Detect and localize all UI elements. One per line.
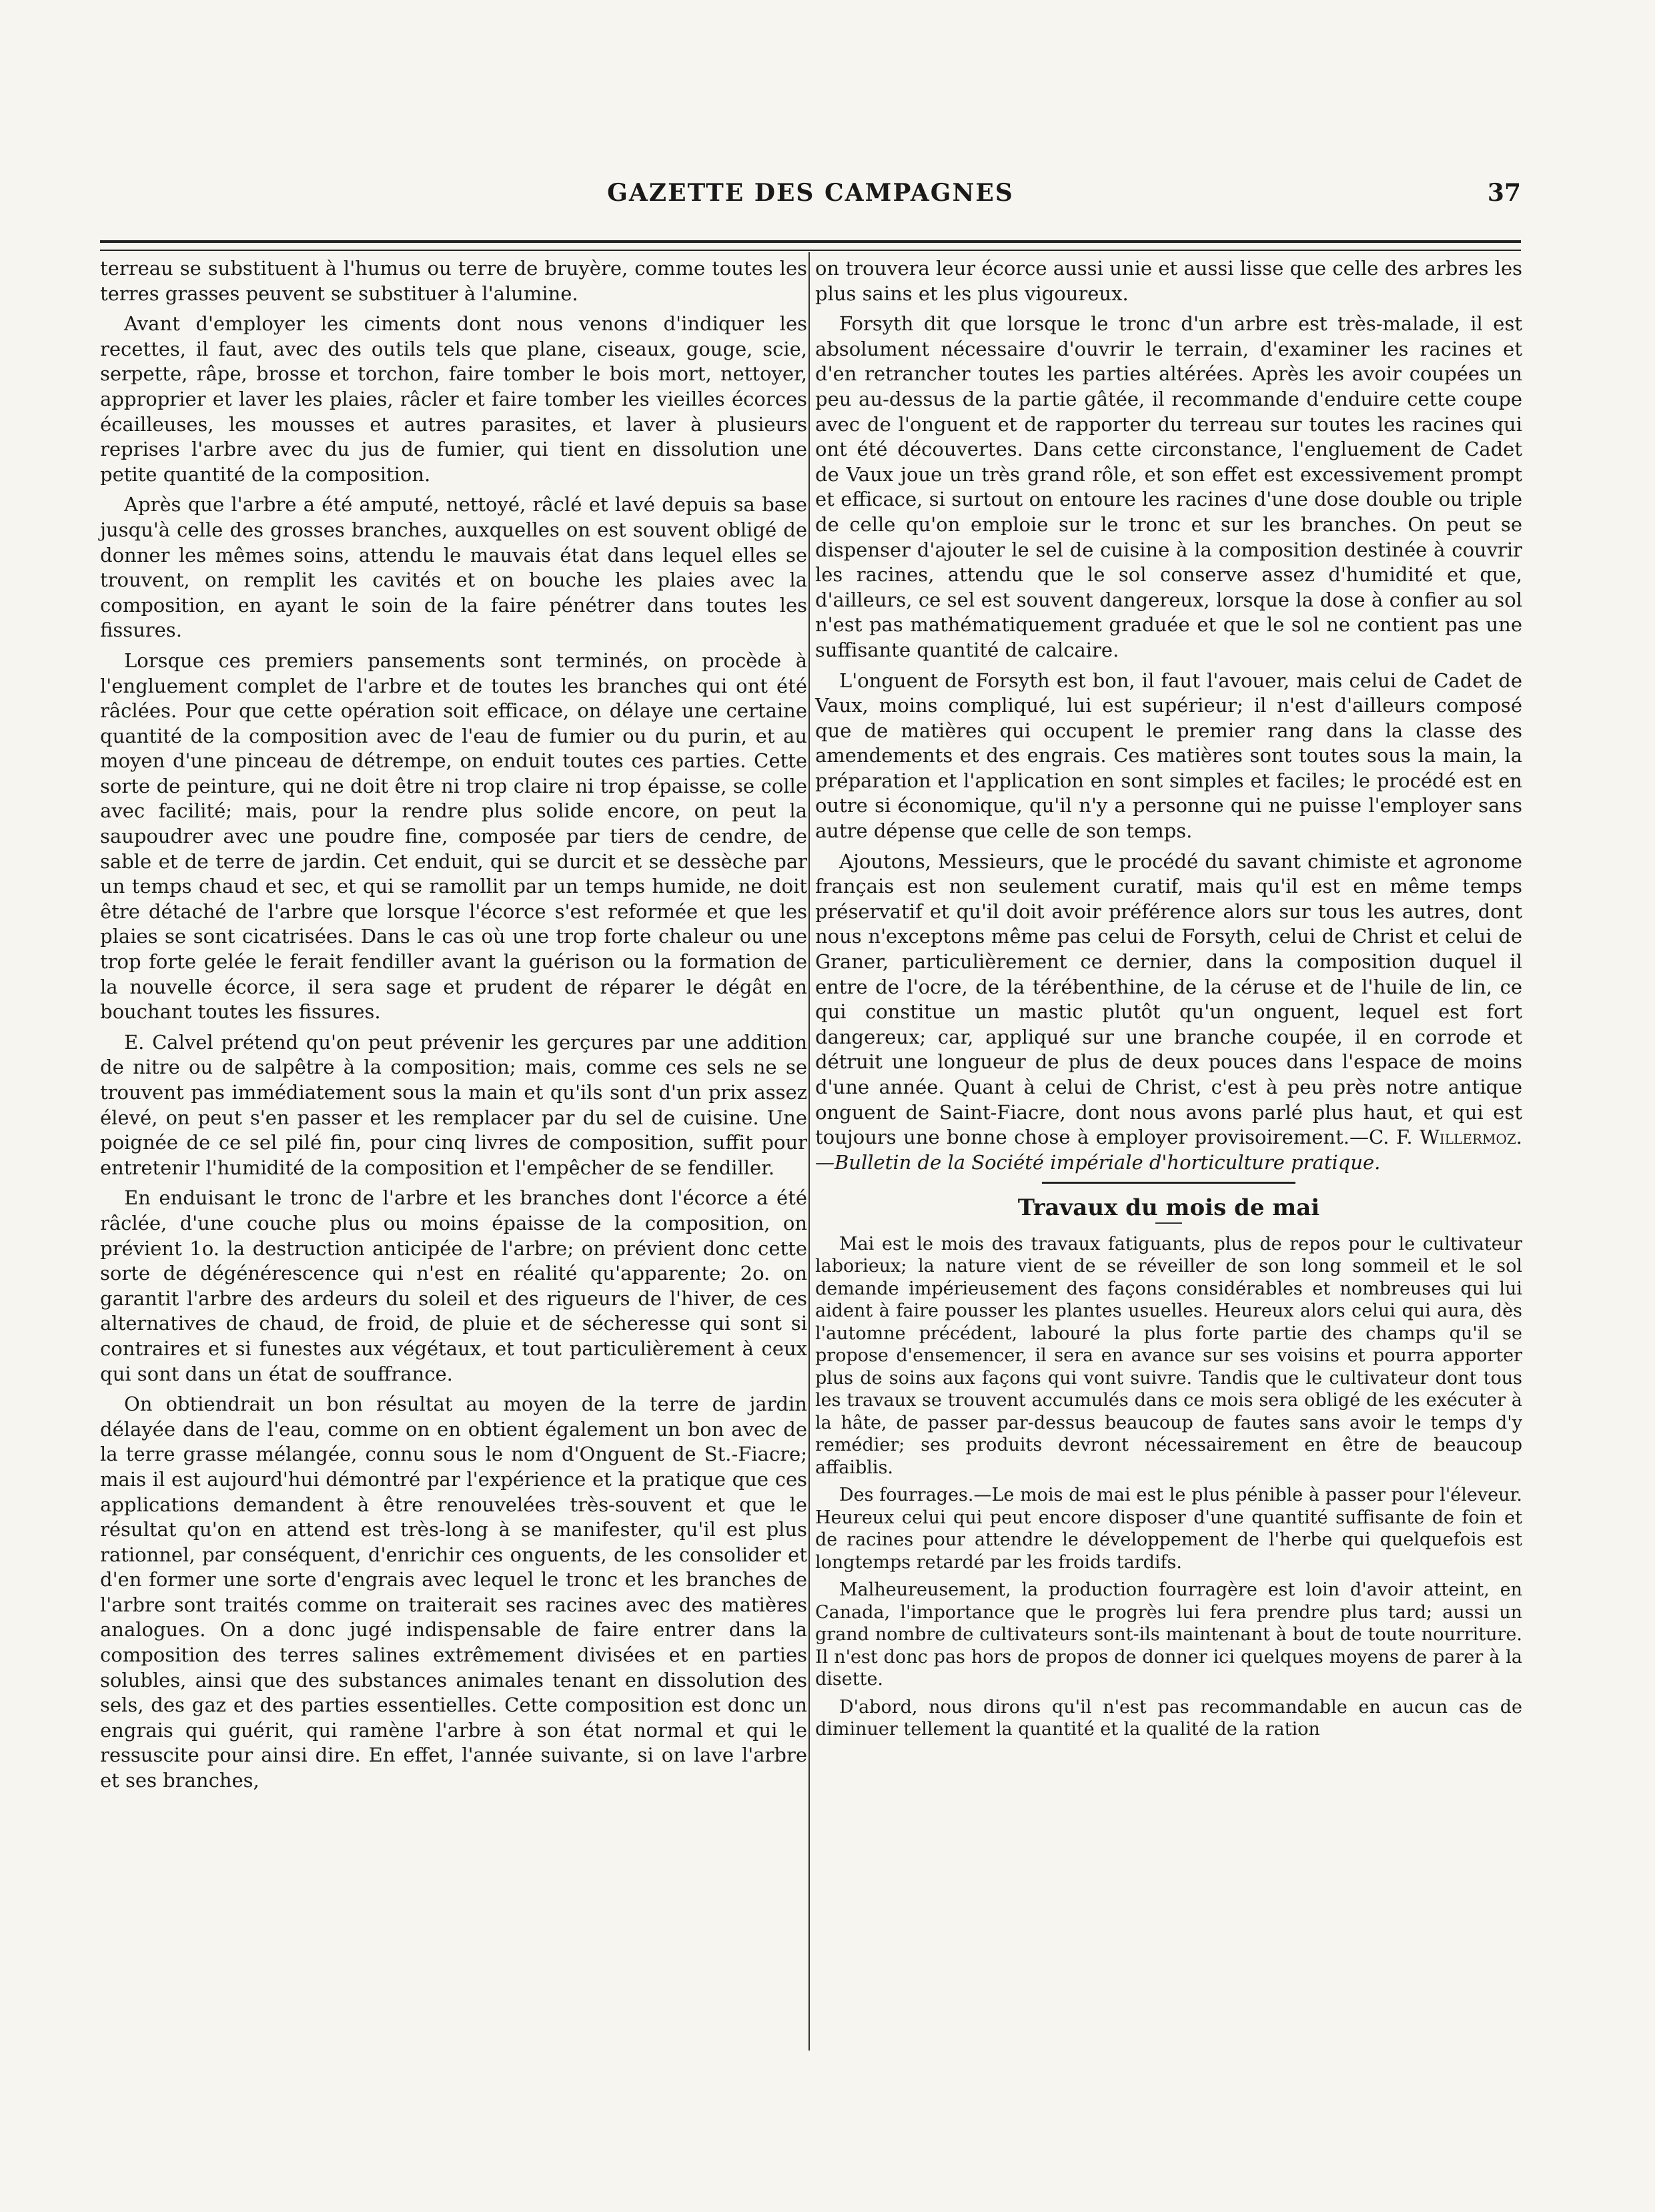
section-divider — [1042, 1182, 1295, 1189]
paragraph: Des fourrages.—Le mois de mai est le plus pénible à passer pour l'éleveur. Heureux celui qui peut encore disposer d'une quantité suffisante de foin et de racines pour attendre le développement de l'herbe qui quelquefois est longtemps retardé par les froids tardifs. — [815, 1485, 1522, 1573]
article-signature: C. F. Willermoz. — [1368, 1126, 1522, 1149]
publication-title: GAZETTE DES CAMPAGNES — [607, 179, 1014, 207]
paragraph: on trouvera leur écorce aussi unie et aussi lisse que celle des arbres les plus sains et les plus vigoureux. — [815, 257, 1522, 305]
section-title: Travaux du mois de mai — [1017, 1194, 1320, 1222]
page-number: 37 — [1487, 179, 1521, 207]
paragraph: Mai est le mois des travaux fatiguants, plus de repos pour le cultivateur laborieux; la nature vient de se réveiller de son long sommeil et le sol demande impérieusement des façons considérables et nombreuses qui lui aident à faire pousser les plantes usuelles. Heureux alors celui qui aura, dès l'automne précédent, labouré la plus forte partie des champs qu'il se propose d'ensemencer, il sera en avance sur ses voisins et pourra apporter plus de soins aux façons qui vont suivre. Tandis que le cultivateur dont tous les travaux se trouvent accumulés dans ce mois sera obligé de les exécuter à la hâte, de passer par-dessus beaucoup de fautes sans avoir le temps d'y remédier; ses produits devront nécessairement en être de beaucoup affaiblis. — [815, 1233, 1522, 1478]
paragraph: Lorsque ces premiers pansements sont terminés, on procède à l'engluement complet de l'arbre et de toutes les branches qui ont été râclées. Pour que cette opération soit efficace, on délaye une certaine quantité de la composition avec de l'eau de fumier ou du purin, et au moyen d'une pinceau de détrempe, on enduit toutes ces parties. Cette sorte de peinture, qui ne doit être ni trop claire ni trop épaisse, se colle avec facilité; mais, pour la rendre plus solide encore, on peut la saupoudrer avec une poudre fine, composée par tiers de cendre, de sable et de terre de jardin. Cet enduit, qui se durcit et se dessèche par un temps chaud et sec, et qui se ramollit par un temps humide, ne doit être détaché de l'arbre que lorsque l'écorce s'est reformée et que les plaies se sont cicatrisées. Dans le cas où une trop forte chaleur ou une trop forte gelée le ferait fendiller avant la guérison ou la formation de la nouvelle écorce, il sera sage et prudent de réparer le dégât en bouchant toutes les fissures. — [100, 649, 807, 1024]
paragraph: terreau se substituent à l'humus ou terre de bruyère, comme toutes les terres grasses peuvent se substituer à l'alumine. — [100, 257, 807, 305]
paragraph: Forsyth dit que lorsque le tronc d'un arbre est très-malade, il est absolument nécessaire d'ouvrir le terrain, d'examiner les racines et d'en retrancher toutes les parties altérées. Après les avoir coupées un peu au-dessus de la partie gâtée, il recommande d'enduire cette coupe avec de l'onguent et de rapporter du terreau sur toutes les racines qui ont été découvertes. Dans cette circonstance, l'engluement de Cadet de Vaux joue un très grand rôle, et son effet est excessivement prompt et efficace, si surtout on entoure les racines d'une dose double ou triple de celle qu'on emploie sur le tronc et sur les branches. On peut se dispenser d'ajouter le sel de cuisine à la composition destinée à couvrir les racines, attendu que le sol conserve assez d'humidité et que, d'ailleurs, ce sel est souvent dangereux, lorsque la dose à confier au sol n'est pas mathématiquement graduée et que le sol ne contient pas une suffisante quantité de calcaire. — [815, 312, 1522, 661]
paragraph: Malheureusement, la production fourragère est loin d'avoir atteint, en Canada, l'importance que le progrès lui fera prendre plus tard; aussi un grand nombre de cultivateurs sont-ils maintenant à bout de toute nourriture. Il n'est donc pas hors de propos de donner ici quelques moyens de parer à la disette. — [815, 1579, 1522, 1690]
paragraph: D'abord, nous dirons qu'il n'est pas recommandable en aucun cas de diminuer tellement la quantité et la qualité de la ration — [815, 1696, 1522, 1740]
paragraph: Avant d'employer les ciments dont nous venons d'indiquer les recettes, il faut, avec des outils tels que plane, ciseaux, gouge, scie, serpette, râpe, brosse et torchon, faire tomber le bois mort, nettoyer, approprier et laver les plaies, râcler et faire tomber les vieilles écorces écailleuses, les mousses et autres parasites, et laver à plusieurs reprises l'arbre avec du jus de fumier, qui tient en dissolution une petite quantité de la composition. — [100, 312, 807, 486]
paragraph: L'onguent de Forsyth est bon, il faut l'avouer, mais celui de Cadet de Vaux, moins compliqué, lui est supérieur; il n'est d'ailleurs composé que de matières qui occupent le premier rang dans la classe des amendements et des engrais. Ces matières sont toutes sous la main, la préparation et l'application en sont simples et faciles; le procédé est en outre si économique, qu'il n'y a personne qui ne puisse l'employer sans autre dépense que celle de son temps. — [815, 669, 1522, 843]
column-divider — [808, 252, 810, 2051]
header-rule — [100, 240, 1521, 251]
paragraph: En enduisant le tronc de l'arbre et les branches dont l'écorce a été râclée, d'une couche plus ou moins épaisse de la composition, on prévient 1o. la destruction anticipée de l'arbre; on prévient donc cette sorte de dégénérescence qui n'est en réalité qu'apparente; 2o. on garantit l'arbre des ardeurs du soleil et des rigueurs de l'hiver, de ces alternatives de chaud, de froid, de pluie et de sécheresse qui sont si contraires et si funestes aux végétaux, et tout particulièrement à ceux qui sont dans un état de souffrance. — [100, 1186, 807, 1385]
article-source: —Bulletin de la Société impériale d'horticulture pratique. — [815, 1150, 1381, 1174]
paragraph: On obtiendrait un bon résultat au moyen de la terre de jardin délayée dans de l'eau, comme on en obtient également un bon avec de la terre grasse mélangée, connu sous le nom d'Onguent de St.-Fiacre; mais il est aujourd'hui démontré par l'expérience et la pratique que ces applications demandent à être renouvelées très-souvent et que le résultat qu'on en attend est très-long à se manifester, qu'il est plus rationnel, par conséquent, d'enrichir ces onguents, de les consolider et d'en former une sorte d'engrais avec lequel le tronc et les branches de l'arbre sont traités comme on traiterait ses racines avec des matières analogues. On a donc jugé indispensable de faire entrer dans la composition des terres salines extrêmement divisées et en parties solubles, ainsi que des substances animales tenant en dissolution des sels, des gaz et des parties essentielles. Cette composition est donc un engrais qui guérit, qui ramène l'arbre à son état normal et qui le ressuscite pour ainsi dire. En effet, l'année suivante, si on lave l'arbre et ses branches, — [100, 1393, 807, 1792]
title-dash — [1155, 1222, 1182, 1224]
paragraph-text: Ajoutons, Messieurs, que le procédé du savant chimiste et agronome français est non seulement curatif, mais qu'il est en même temps préservatif et qu'il doit avoir préférence alors sur tous les autres, dont nous n'exceptons même pas celui de Forsyth, celui de Christ et celui de Graner, particulièrement ce dernier, dans la composition duquel il entre de l'ocre, de la térébenthine, de la céruse et de l'huile de lin, ce qui constitue un mastic plutôt qu'un onguent, lequel est fort dangereux; car, appliqué sur une branche coupée, il en corrode et détruit une longueur de plus de deux pouces dans l'espace de moins d'une année. Quant à celui de Christ, c'est à peu près notre antique onguent de Saint-Fiacre, dont nous avons parlé plus haut, et qui est toujours une bonne chose à employer provisoirement.— — [815, 849, 1522, 1149]
paragraph: Après que l'arbre a été amputé, nettoyé, râclé et lavé depuis sa base jusqu'à celle des grosses branches, auxquelles on est souvent obligé de donner les mêmes soins, attendu le mauvais état dans lequel elles se trouvent, on remplit les cavités et on bouche les plaies avec la composition, en ayant le soin de la faire pénétrer dans toutes les fissures. — [100, 493, 807, 642]
right-column — [815, 256, 1522, 1746]
paragraph — [815, 849, 1522, 1176]
section-body — [815, 1233, 1522, 1741]
paragraph: E. Calvel prétend qu'on peut prévenir les gerçures par une addition de nitre ou de salpêtre à la composition; mais, comme ces sels ne se trouvent pas immédiatement sous la main et qu'ils sont d'un prix assez élevé, on peut s'en passer et les remplacer par du sel de cuisine. Une poignée de ce sel pilé fin, pour cinq livres de composition, suffit pour entretenir l'humidité de la composition et l'empêcher de se fendiller. — [100, 1030, 807, 1179]
page-header — [100, 179, 1521, 226]
left-column — [100, 256, 807, 1799]
